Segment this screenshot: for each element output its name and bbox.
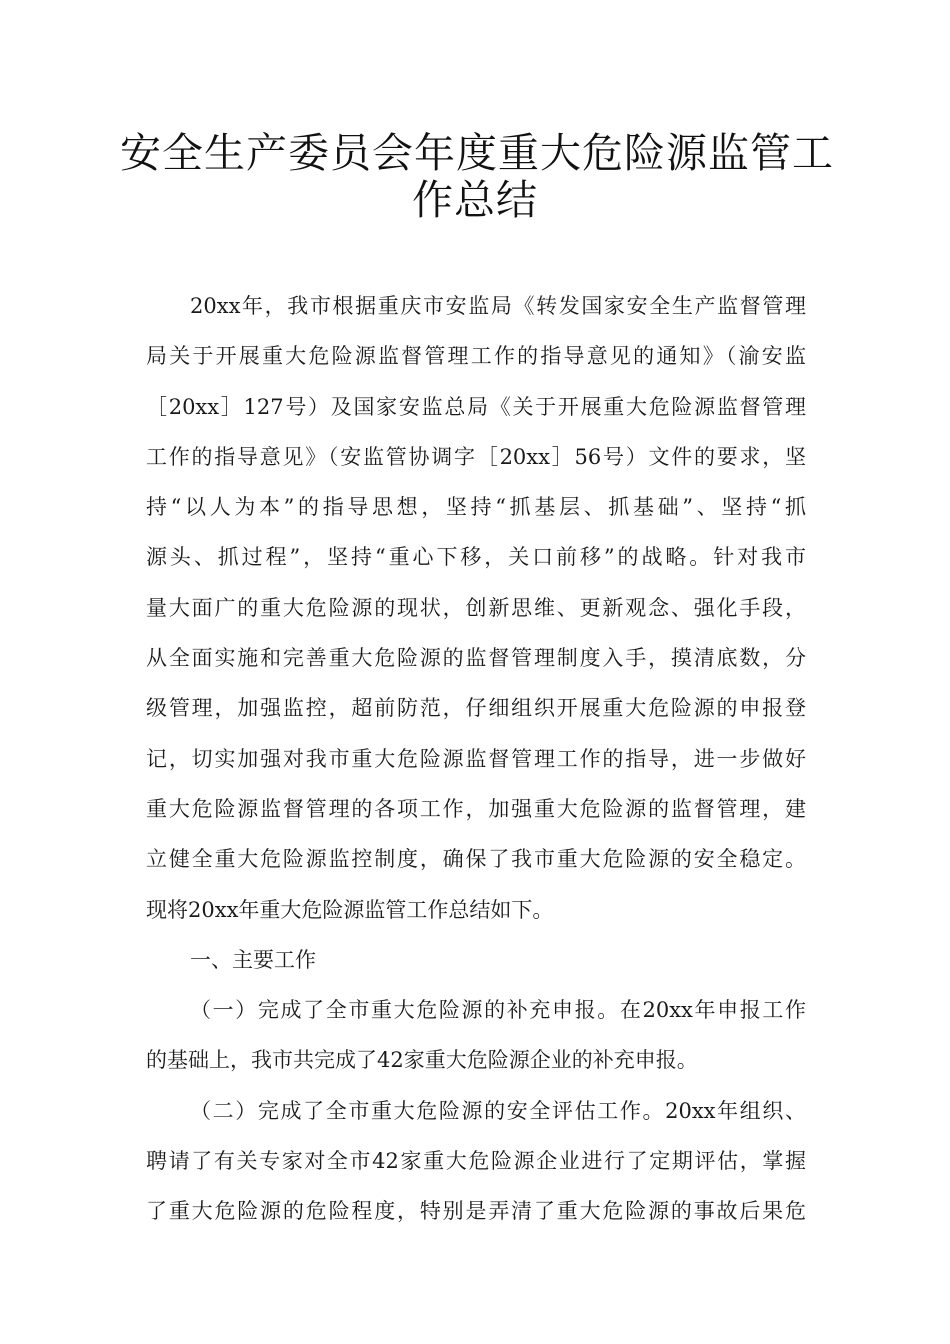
body-text-line: 的基础上，我市共完成了42家重大危险源企业的补充申报。 — [146, 1048, 698, 1073]
body-text-line: （一）完成了全市重大危险源的补充申报。在20xx年申报工作 — [190, 998, 806, 1023]
body-text-line: 聘请了有关专家对全市42家重大危险源企业进行了定期评估，掌握 — [146, 1149, 806, 1174]
body-text-line: 量大面广的重大危险源的现状，创新思维、更新观念、强化手段， — [146, 595, 806, 620]
body-text-line: 工作的指导意见》（安监管协调字［20xx］56号）文件的要求，坚 — [146, 444, 806, 469]
title-line: 作总结 — [412, 176, 538, 224]
body-text-line: 从全面实施和完善重大危险源的监督管理制度入手，摸清底数，分 — [146, 646, 806, 671]
body-text-line: 持“以人为本”的指导思想，坚持“抓基层、抓基础”、坚持“抓 — [146, 495, 806, 520]
title-line: 安全生产委员会年度重大危险源监管工 — [120, 129, 834, 177]
body-text-line: 级管理，加强监控，超前防范，仔细组织开展重大危险源的申报登 — [146, 696, 806, 721]
body-text-line: ［20xx］127号）及国家安监总局《关于开展重大危险源监督管理 — [146, 394, 806, 419]
body-text-line: 源头、抓过程”，坚持“重心下移，关口前移”的战略。针对我市 — [146, 545, 806, 570]
body-text-line: 20xx年，我市根据重庆市安监局《转发国家安全生产监督管理 — [190, 294, 806, 318]
body-text-line: 一、主要工作 — [190, 947, 316, 972]
document-body — [146, 281, 806, 1237]
body-text-line: 现将20xx年重大危险源监管工作总结如下。 — [146, 897, 554, 922]
document-title — [120, 129, 834, 224]
body-text-line: 记，切实加强对我市重大危险源监督管理工作的指导，进一步做好 — [146, 746, 806, 771]
body-text-line: （二）完成了全市重大危险源的安全评估工作。20xx年组织、 — [190, 1098, 806, 1123]
body-text-line: 立健全重大危险源监控制度，确保了我市重大危险源的安全稳定。 — [146, 847, 806, 872]
body-text-line: 重大危险源监督管理的各项工作，加强重大危险源的监督管理，建 — [146, 796, 806, 821]
body-text-line: 了重大危险源的危险程度，特别是弄清了重大危险源的事故后果危 — [146, 1199, 806, 1224]
body-text-line: 局关于开展重大危险源监督管理工作的指导意见的通知》（渝安监 — [146, 344, 806, 369]
